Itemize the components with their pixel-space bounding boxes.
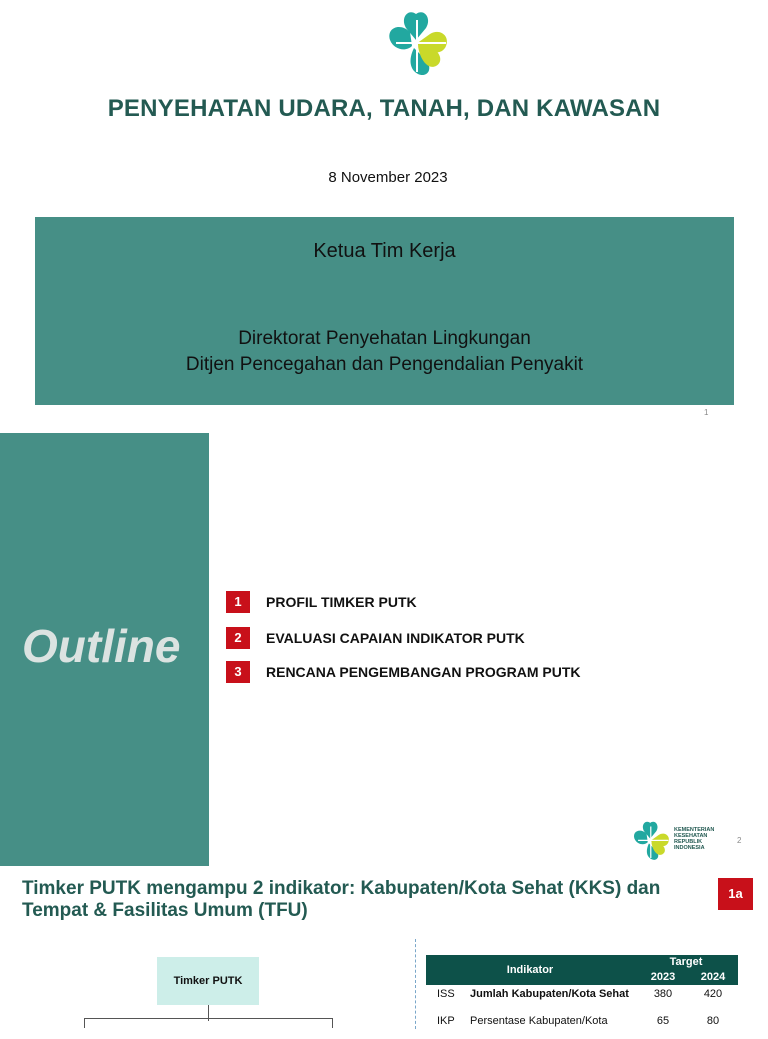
- outline-panel: [0, 433, 209, 866]
- table-header: [426, 955, 738, 985]
- row-target-2024: 80: [706, 1015, 720, 1027]
- row-target-2023: 380: [653, 988, 673, 1000]
- header-indicator: Indikator: [506, 964, 554, 976]
- outline-item-number: 3: [226, 661, 250, 683]
- row-indicator: Persentase Kabupaten/Kota: [470, 1015, 608, 1027]
- slide-title: Timker PUTK mengampu 2 indikator: Kabupaten/Kota Sehat (KKS) dan Tempat & Fasilitas Umum (TFU): [22, 878, 661, 921]
- slide-indicators: [0, 866, 768, 1027]
- row-target-2024: 420: [703, 988, 723, 1000]
- divider: [415, 939, 416, 1029]
- table-row: [426, 1012, 738, 1039]
- org-line-2: Ditjen Pencegahan dan Pengendalian Penyakit: [185, 354, 584, 375]
- org-connector: [84, 1018, 85, 1028]
- page-title: PENYEHATAN UDARA, TANAH, DAN KAWASAN: [107, 95, 661, 122]
- outline-item-label: PROFIL TIMKER PUTK: [266, 594, 417, 610]
- table-row: [426, 985, 738, 1012]
- row-target-2023: 65: [656, 1015, 670, 1027]
- kemenkes-logo-icon: [386, 10, 452, 78]
- header-target: Target: [669, 956, 703, 968]
- outline-item-number: 1: [226, 591, 250, 613]
- header-year-2024: 2024: [700, 971, 726, 983]
- presenter-box: [35, 217, 734, 405]
- indicator-table: [426, 955, 738, 1039]
- page-number: 2: [737, 836, 742, 845]
- presenter-role: Ketua Tim Kerja: [313, 240, 456, 262]
- presenter-org: [35, 326, 734, 378]
- page-number: 1: [704, 408, 709, 417]
- row-code: ISS: [437, 988, 455, 1000]
- org-connector: [84, 1018, 333, 1019]
- kemenkes-logo-icon: [632, 820, 672, 862]
- org-chart-root: Timker PUTK: [157, 957, 259, 1005]
- outline-item-label: EVALUASI CAPAIAN INDIKATOR PUTK: [266, 630, 525, 646]
- row-code: IKP: [437, 1015, 455, 1027]
- outline-item-number: 2: [226, 627, 250, 649]
- row-indicator: Jumlah Kabupaten/Kota Sehat: [470, 988, 629, 1000]
- org-line-1: Direktorat Penyehatan Lingkungan: [238, 328, 531, 349]
- outline-item-label: RENCANA PENGEMBANGAN PROGRAM PUTK: [266, 664, 581, 680]
- section-badge: 1a: [718, 878, 753, 910]
- slide-cover: [0, 0, 768, 430]
- presentation-date: 8 November 2023: [328, 169, 448, 186]
- logo-text: KEMENTERIAN KESEHATAN REPUBLIK INDONESIA: [674, 827, 715, 851]
- org-connector: [332, 1018, 333, 1028]
- outline-heading: Outline: [22, 620, 181, 672]
- slide-outline: [0, 433, 768, 866]
- header-year-2023: 2023: [650, 971, 676, 983]
